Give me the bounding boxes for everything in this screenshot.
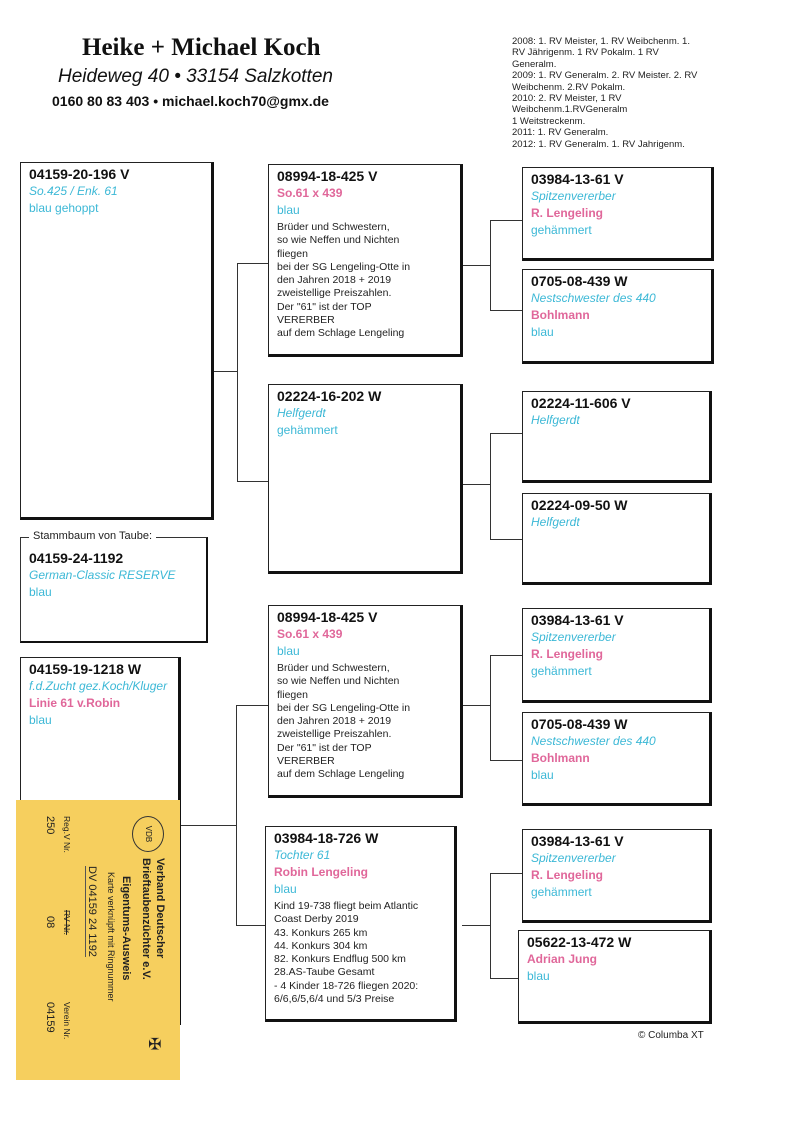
pigeon-name: So.61 x 439 xyxy=(277,627,343,641)
connector-line xyxy=(236,925,268,926)
connector-line xyxy=(237,263,238,481)
pedigree-label: Stammbaum von Taube: xyxy=(29,530,156,542)
ring-number: 04159-20-196 V xyxy=(29,166,130,182)
pigeon-name: Spitzenvererber xyxy=(531,851,616,865)
pigeon-color: blau xyxy=(531,325,554,339)
pigeon-name: So.61 x 439 xyxy=(277,186,343,200)
connector-line xyxy=(236,705,268,706)
note-line: fliegen xyxy=(277,247,308,260)
note-line: so wie Neffen und Nichten xyxy=(277,234,400,247)
pigeon-color: blau xyxy=(527,969,550,983)
connector-line xyxy=(490,310,522,311)
pedigree-box-ffm xyxy=(522,269,714,364)
pedigree-box-mff xyxy=(522,608,712,703)
note-line: den Jahren 2018 + 2019 xyxy=(277,274,392,287)
ring-number: 04159-24-1192 xyxy=(29,550,124,566)
note-line: so wie Neffen und Nichten xyxy=(277,675,400,688)
pedigree-box-mmf xyxy=(522,829,712,923)
achievement-line: 2008: 1. RV Meister, 1. RV Weibchenm. 1. xyxy=(512,36,690,47)
card-reg-label: Reg.V Nr. xyxy=(62,816,72,853)
connector-line xyxy=(462,925,490,926)
pigeon-color: blau xyxy=(277,644,300,658)
pedigree-box-fmf xyxy=(522,391,712,483)
card-subtitle: Karte verknüpft mit Ringnummer xyxy=(106,872,116,1002)
ring-number: 08994-18-425 V xyxy=(277,609,378,625)
note-line: bei der SG Lengeling-Otte in xyxy=(277,260,411,273)
pigeon-name: f.d.Zucht gez.Koch/Kluger xyxy=(29,679,168,693)
achievement-line: RV Jährigenm. 1 RV Pokalm. 1 RV xyxy=(512,47,659,59)
pigeon-breeder: Bohlmann xyxy=(531,308,590,322)
connector-line xyxy=(237,481,268,482)
note-line: 6/6,6/5,6/4 und 5/3 Preise xyxy=(274,993,395,1006)
note-line: Der "61" ist der TOP xyxy=(277,741,372,754)
connector-line xyxy=(180,825,236,826)
pigeon-name: Helfgerdt xyxy=(531,413,580,427)
ring-number: 0705-08-439 W xyxy=(531,716,628,732)
pigeon-name: So.425 / Enk. 61 xyxy=(29,184,118,198)
connector-line xyxy=(462,265,490,266)
note-line: Brüder und Schwestern, xyxy=(277,662,390,674)
connector-line xyxy=(490,220,491,310)
pigeon-name: Adrian Jung xyxy=(527,952,598,966)
note-line: 43. Konkurs 265 km xyxy=(274,926,368,939)
breeder-address: Heideweg 40 • 33154 Salzkotten xyxy=(58,66,333,87)
ring-number: 03984-18-726 W xyxy=(274,830,379,846)
ring-number: 02224-16-202 W xyxy=(277,388,382,404)
pigeon-name: Helfgerdt xyxy=(531,515,580,529)
card-reg-value: 250 xyxy=(44,816,56,835)
ownership-card xyxy=(16,800,180,1080)
pigeon-color: blau xyxy=(29,713,52,727)
connector-line xyxy=(490,433,491,539)
pigeon-name: German-Classic RESERVE xyxy=(29,568,176,582)
achievement-line: 2012: 1. RV Generalm. 1. RV Jahrigenm. xyxy=(512,138,685,150)
pigeon-color: gehämmert xyxy=(531,664,592,678)
pigeon-line: Linie 61 v.Robin xyxy=(29,696,121,710)
connector-line xyxy=(490,220,522,221)
ring-number: 02224-11-606 V xyxy=(531,395,631,411)
ring-number: 05622-13-472 W xyxy=(527,934,632,950)
connector-line xyxy=(490,433,522,434)
pedigree-box-mf xyxy=(268,605,463,798)
pedigree-box-ff xyxy=(268,164,463,357)
pigeon-notes xyxy=(274,900,446,1006)
note-line: Der "61" ist der TOP xyxy=(277,300,372,313)
achievement-line: 1 Weitstreckenm. xyxy=(512,115,586,127)
pigeon-breeder: Robin Lengeling xyxy=(274,865,368,879)
note-line: auf dem Schlage Lengeling xyxy=(277,327,405,340)
card-ring-number: DV 04159 24 1192 xyxy=(86,866,98,957)
note-line: zweistellige Preiszahlen. xyxy=(277,287,392,300)
pigeon-breeder: Bohlmann xyxy=(531,751,590,765)
card-org-line2: Brieftaubenzüchter e.V. xyxy=(140,858,152,980)
pedigree-box-mm xyxy=(265,826,457,1022)
pigeon-color: blau xyxy=(277,203,300,217)
note-line: fliegen xyxy=(277,688,308,701)
ring-number: 03984-13-61 V xyxy=(531,171,624,187)
pigeon-name: Spitzenvererber xyxy=(531,189,616,203)
card-mid-value: 08 xyxy=(44,916,56,929)
achievement-line: 2009: 1. RV Generalm. 2. RV Meister. 2. RV xyxy=(512,70,698,82)
card-club-value: 04159 xyxy=(44,1002,56,1033)
copyright-text: © Columba XT xyxy=(638,1030,704,1041)
note-line: Coast Derby 2019 xyxy=(274,913,359,926)
pigeon-name: Tochter 61 xyxy=(274,848,331,862)
note-line: 28.AS-Taube Gesamt xyxy=(274,966,375,979)
pigeon-name: Helfgerdt xyxy=(277,406,326,420)
pigeon-notes xyxy=(277,221,452,341)
note-line: VERERBER xyxy=(277,755,335,768)
note-line: auf dem Schlage Lengeling xyxy=(277,768,405,781)
pedigree-box-mfm xyxy=(522,712,712,806)
pigeon-name: Spitzenvererber xyxy=(531,630,616,644)
pigeon-notes xyxy=(277,662,452,782)
pigeon-color: blau xyxy=(274,882,297,896)
achievement-line: Weibchenm. 2.RV Pokalm. xyxy=(512,81,626,93)
pigeon-color: gehämmert xyxy=(531,223,592,237)
pigeon-name: Nestschwester des 440 xyxy=(531,291,656,305)
note-line: 82. Konkurs Endflug 500 km xyxy=(274,953,406,966)
note-line: VERERBER xyxy=(277,314,335,327)
achievement-line: Generalm. xyxy=(512,58,557,70)
pedigree-box-fmm xyxy=(522,493,712,585)
achievement-line: 2011: 1. RV Generalm. xyxy=(512,127,609,139)
pedigree-box-fff xyxy=(522,167,714,261)
ring-number: 0705-08-439 W xyxy=(531,273,628,289)
pedigree-box-mmm xyxy=(518,930,712,1024)
connector-line xyxy=(490,760,522,761)
note-line: 44. Konkurs 304 km xyxy=(274,939,368,952)
breeder-name: Heike + Michael Koch xyxy=(82,34,321,61)
pigeon-color: gehämmert xyxy=(531,885,592,899)
pigeon-breeder: R. Lengeling xyxy=(531,868,603,882)
ownership-card-content xyxy=(28,812,168,1068)
ring-number: 08994-18-425 V xyxy=(277,168,378,184)
note-line: den Jahren 2018 + 2019 xyxy=(277,715,392,728)
achievements-list xyxy=(512,36,697,150)
connector-line xyxy=(236,705,237,925)
achievement-line: Weibchenm.1.RVGeneralm xyxy=(512,104,628,116)
note-line: bei der SG Lengeling-Otte in xyxy=(277,701,411,714)
pigeon-color: gehämmert xyxy=(277,423,338,437)
note-line: - 4 Kinder 18-726 fliegen 2020: xyxy=(274,979,419,992)
card-mid-label: RV Nr. xyxy=(62,910,72,935)
ring-number: 04159-19-1218 W xyxy=(29,661,142,677)
pedigree-subject-box xyxy=(20,530,208,643)
ring-number: 03984-13-61 V xyxy=(531,833,624,849)
card-title: Eigentums-Ausweis xyxy=(120,876,132,981)
connector-line xyxy=(490,655,491,760)
vdb-logo-icon: VDB xyxy=(132,816,164,852)
ring-number: 03984-13-61 V xyxy=(531,612,624,628)
note-line: Brüder und Schwestern, xyxy=(277,221,390,233)
achievement-line: 2010: 2. RV Meister, 1 RV xyxy=(512,93,622,105)
connector-line xyxy=(490,873,491,978)
pigeon-breeder: R. Lengeling xyxy=(531,206,603,220)
pigeon-color: blau xyxy=(29,585,52,599)
connector-line xyxy=(490,873,522,874)
ring-number: 02224-09-50 W xyxy=(531,497,628,513)
pedigree-box-fm xyxy=(268,384,463,574)
pedigree-box-father xyxy=(20,162,214,520)
connector-line xyxy=(213,371,237,372)
connector-line xyxy=(490,655,522,656)
eagle-emblem-icon: ✠ xyxy=(145,1037,162,1051)
pigeon-color: blau gehoppt xyxy=(29,201,99,215)
pigeon-color: blau xyxy=(531,768,554,782)
card-club-label: Verein Nr. xyxy=(62,1002,72,1040)
connector-line xyxy=(462,705,490,706)
pigeon-breeder: R. Lengeling xyxy=(531,647,603,661)
pigeon-name: Nestschwester des 440 xyxy=(531,734,656,748)
note-line: Kind 19-738 fliegt beim Atlantic xyxy=(274,900,419,912)
connector-line xyxy=(462,484,490,485)
connector-line xyxy=(490,539,522,540)
note-line: zweistellige Preiszahlen. xyxy=(277,728,392,741)
card-org-line1: Verband Deutscher xyxy=(154,858,166,959)
breeder-contact: 0160 80 83 403 • michael.koch70@gmx.de xyxy=(52,93,329,109)
connector-line xyxy=(237,263,268,264)
